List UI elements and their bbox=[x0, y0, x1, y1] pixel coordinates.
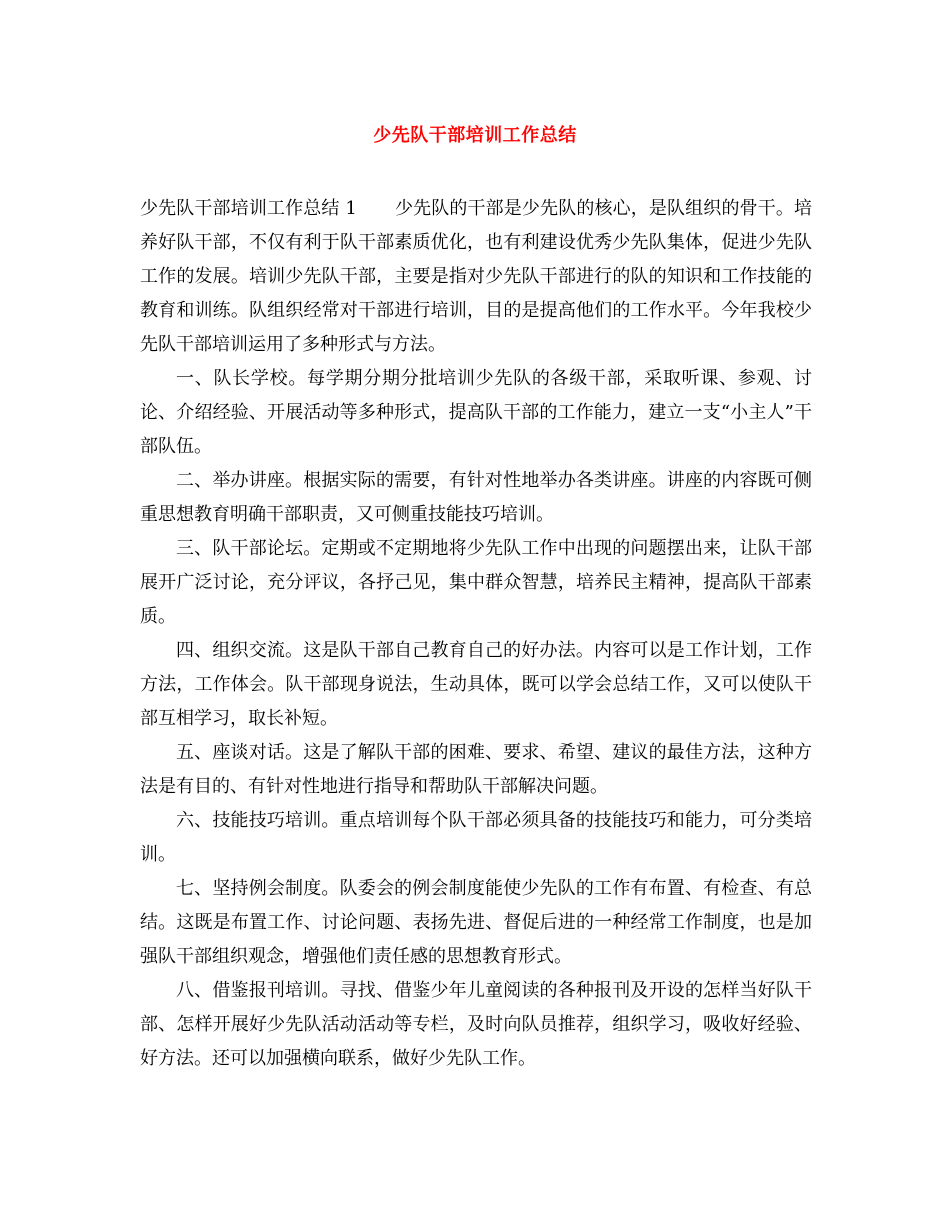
section-paragraph-4: 四、组织交流。这是队干部自己教育自己的好办法。内容可以是工作计划，工作方法，工作体会。队干部现身说法，生动具体，既可以学会总结工作，又可以使队干部互相学习，取长补短。 bbox=[140, 640, 812, 729]
document-title: 少先队干部培训工作总结 bbox=[373, 125, 577, 146]
intro-heading: 少先队干部培训工作总结 1 bbox=[140, 198, 357, 219]
intro-paragraph bbox=[140, 192, 812, 362]
intro-text: 少先队的干部是少先队的核心，是队组织的骨干。培养好队干部，不仅有利于队干部素质优化，也有利建设优秀少先队集体，促进少先队工作的发展。培训少先队干部，主要是指对少先队干部进行的队的知识和工作技能的教育和训练。队组织经常对干部进行培训，目的是提高他们的工作水平。今年我校少先队干部培训运用了多种形式与方法。 bbox=[140, 198, 812, 355]
section-paragraph-2: 二、举办讲座。根据实际的需要，有针对性地举办各类讲座。讲座的内容既可侧重思想教育明确干部职责，又可侧重技能技巧培训。 bbox=[140, 470, 812, 525]
section-paragraph-6: 六、技能技巧培训。重点培训每个队干部必须具备的技能技巧和能力，可分类培训。 bbox=[140, 810, 812, 865]
section-paragraph-7: 七、坚持例会制度。队委会的例会制度能使少先队的工作有布置、有检查、有总结。这既是布置工作、讨论问题、表扬先进、督促后进的一种经常工作制度，也是加强队干部组织观念，增强他们责任感的思想教育形式。 bbox=[140, 878, 812, 967]
section-paragraph-3: 三、队干部论坛。定期或不定期地将少先队工作中出现的问题摆出来，让队干部展开广泛讨论，充分评议，各抒己见，集中群众智慧，培养民主精神，提高队干部素质。 bbox=[140, 538, 812, 627]
document-body bbox=[140, 192, 812, 1076]
section-paragraph-5: 五、座谈对话。这是了解队干部的困难、要求、希望、建议的最佳方法，这种方法是有目的、有针对性地进行指导和帮助队干部解决问题。 bbox=[140, 742, 812, 797]
section-paragraph-8: 八、借鉴报刊培训。寻找、借鉴少年儿童阅读的各种报刊及开设的怎样当好队干部、怎样开展好少先队活动活动等专栏，及时向队员推荐，组织学习，吸收好经验、好方法。还可以加强横向联系，做好少先队工作。 bbox=[140, 980, 812, 1069]
section-paragraph-1: 一、队长学校。每学期分期分批培训少先队的各级干部，采取听课、参观、讨论、介绍经验、开展活动等多种形式，提高队干部的工作能力，建立一支“小主人”干部队伍。 bbox=[140, 368, 812, 457]
